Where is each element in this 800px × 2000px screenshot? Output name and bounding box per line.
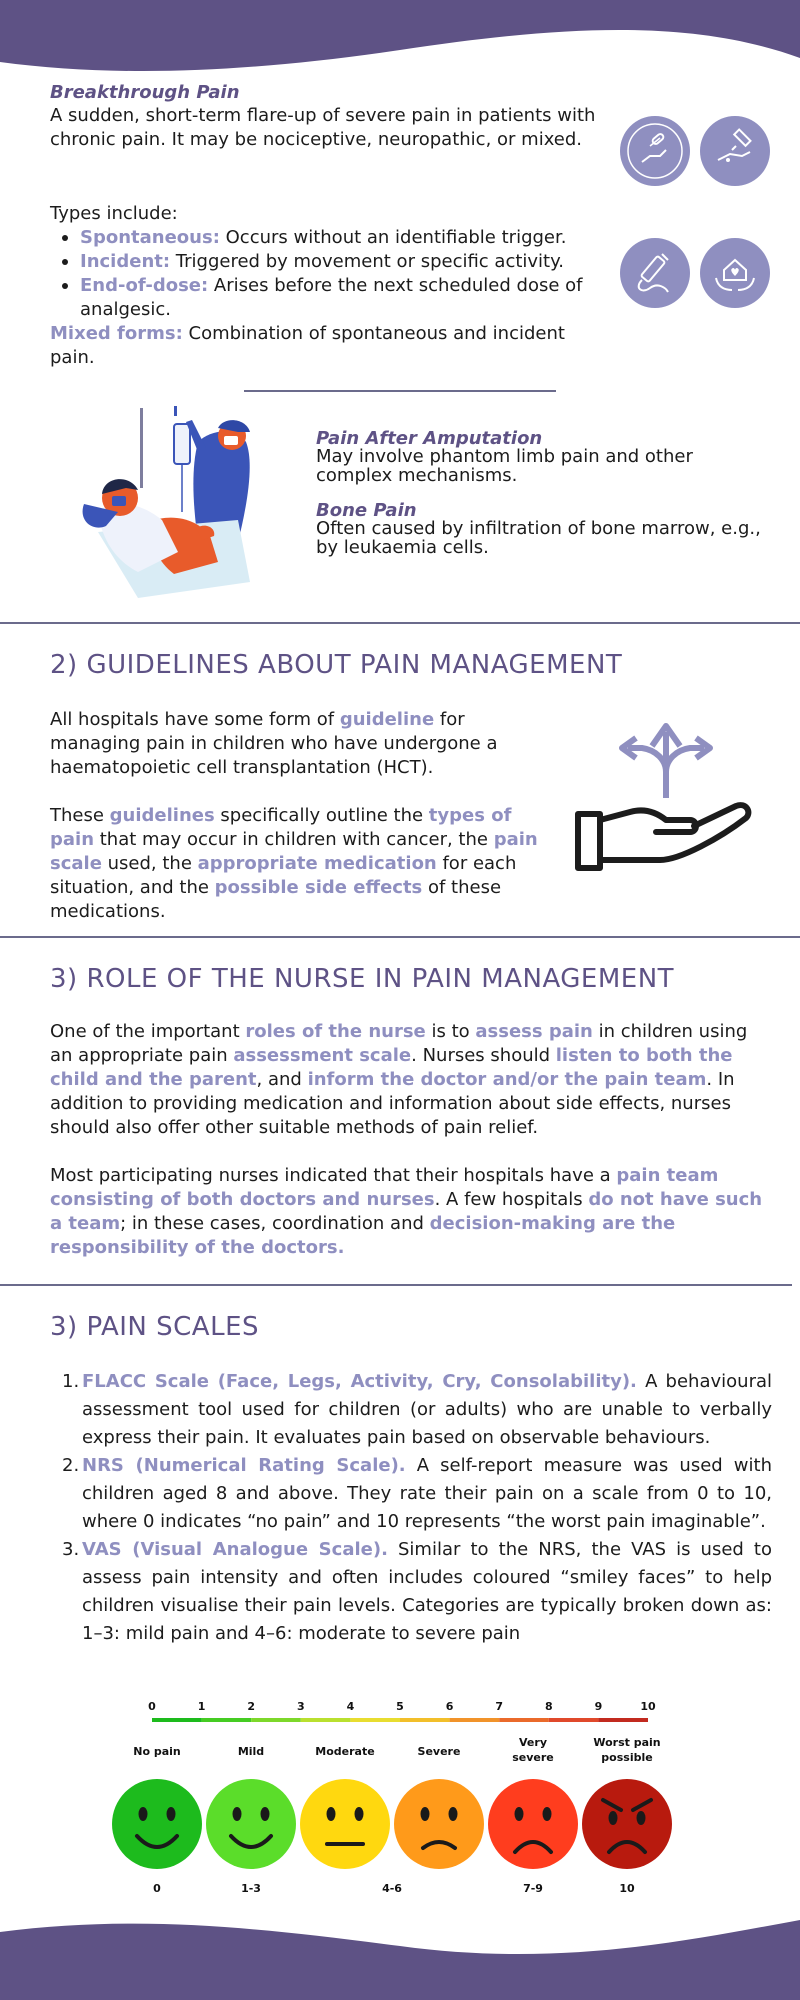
highlighted-text: inform the doctor and/or the pain team: [307, 1069, 707, 1090]
amputation-description: May involve phantom limb pain and other complex mechanisms.: [316, 446, 693, 486]
mixed-text: Combination of spontaneous and incident pain.: [50, 323, 565, 368]
face-eye: [327, 1807, 336, 1821]
guidelines-paragraph-1: [50, 708, 550, 780]
top-wave-banner: [0, 0, 800, 90]
pain-face: [582, 1779, 672, 1869]
list-item: [80, 250, 610, 274]
list-item: [80, 226, 610, 250]
body-text: is to: [425, 1021, 476, 1042]
bottom-wave-banner: [0, 1910, 800, 2000]
face-eye: [609, 1811, 618, 1825]
face-eye: [515, 1807, 524, 1821]
scale-bar-segment: [598, 1718, 648, 1722]
hand-pill-icon: [620, 116, 690, 186]
bone-pain-title: Bone Pain: [316, 500, 417, 521]
face-label: Severe: [417, 1745, 461, 1758]
body-text: ; in these cases, coordination and: [120, 1213, 430, 1234]
highlighted-text: assessment scale: [233, 1045, 412, 1066]
type-text: Occurs without an identifiable trigger.: [219, 227, 567, 248]
pain-face: [112, 1779, 202, 1869]
scale-name: VAS (Visual Analogue Scale).: [82, 1539, 388, 1560]
pain-face: [488, 1779, 578, 1869]
body-text: of these medications.: [50, 877, 502, 922]
pain-face: [300, 1779, 390, 1869]
scale-bar-segment: [499, 1718, 549, 1722]
scale-tick-label: 6: [445, 1700, 454, 1713]
scale-tick-label: 2: [247, 1700, 256, 1713]
face-eye: [139, 1807, 148, 1821]
face-label: Very: [519, 1736, 547, 1749]
face-label: No pain: [133, 1745, 181, 1758]
section-divider: [0, 936, 800, 938]
item-number: 1.: [62, 1371, 80, 1392]
face-label: Worst pain: [593, 1736, 661, 1749]
syringe-icon: [620, 238, 690, 308]
section-divider: [0, 622, 800, 624]
list-item: [50, 1368, 772, 1452]
face-eye: [421, 1807, 430, 1821]
face-score-label: 0: [153, 1882, 161, 1895]
scale-bar-segment: [400, 1718, 450, 1722]
scale-bar-segment: [251, 1718, 301, 1722]
body-text: . In addition to providing medication and information about side effects, nurses should also offer other suitable methods of pain relief.: [50, 1069, 735, 1138]
scale-tick-label: 4: [346, 1700, 355, 1713]
body-text: . Nurses should: [411, 1045, 556, 1066]
body-text: for each situation, and the: [50, 853, 517, 898]
type-label: Incident:: [80, 251, 171, 272]
highlighted-text: appropriate medication: [197, 853, 437, 874]
scale-tick-label: 8: [544, 1700, 553, 1713]
face-score-label: 1-3: [241, 1882, 261, 1895]
scale-tick-label: 0: [148, 1700, 156, 1713]
types-intro: Types include:: [50, 203, 178, 224]
body-text: specifically outline the: [214, 805, 429, 826]
face-eye: [261, 1807, 270, 1821]
scale-tick-label: 1: [197, 1700, 206, 1713]
highlighted-text: assess pain: [475, 1021, 593, 1042]
scale-bar-segment: [450, 1718, 500, 1722]
body-text: All hospitals have some form of: [50, 709, 340, 730]
scale-tick-label: 3: [296, 1700, 305, 1713]
scale-tick-label: 7: [495, 1700, 504, 1713]
face-eye: [637, 1811, 646, 1825]
scale-tick-label: 5: [396, 1700, 404, 1713]
list-item: [50, 1452, 772, 1536]
scale-bar-segment: [202, 1718, 252, 1722]
face-eye: [543, 1807, 552, 1821]
body-text: , and: [256, 1069, 308, 1090]
face-score-label: 7-9: [523, 1882, 543, 1895]
pain-scales-heading: 3) PAIN SCALES: [50, 1312, 259, 1342]
face-score-label: 4-6: [382, 1882, 402, 1895]
breakthrough-description: A sudden, short-term flare-up of severe pain in patients with chronic pain. It may be nociceptive, neuropathic, or mixed.: [50, 105, 596, 150]
face-label: Mild: [237, 1745, 265, 1758]
hand-with-arrows-icon: [570, 708, 760, 878]
highlighted-text: types of pain: [50, 805, 512, 850]
guidelines-heading: 2) GUIDELINES ABOUT PAIN MANAGEMENT: [50, 650, 623, 680]
highlighted-text: guidelines: [109, 805, 215, 826]
highlighted-text: pain scale: [50, 829, 538, 874]
pain-face-scale: [100, 1692, 700, 1907]
pain-scales-list: [50, 1368, 772, 1648]
face-eye: [449, 1807, 458, 1821]
pain-face: [394, 1779, 484, 1869]
type-text: Triggered by movement or specific activity.: [170, 251, 564, 272]
list-item: [80, 274, 610, 322]
body-text: . A few hospitals: [434, 1189, 589, 1210]
guidelines-paragraph-2: [50, 804, 550, 924]
face-label: Moderate: [315, 1745, 375, 1758]
scale-description: Similar to the NRS, the VAS is used to assess pain intensity and often includes coloured “smiley faces” to help children visualise their pain levels. Categories are typically broken down as: 1–3: mild pain and 4–6: moderate to severe pain: [82, 1539, 772, 1644]
heart-house-hands-icon: [700, 238, 770, 308]
amputation-title: Pain After Amputation: [316, 428, 543, 449]
nurse-role-heading: 3) ROLE OF THE NURSE IN PAIN MANAGEMENT: [50, 964, 675, 994]
scale-bar-segment: [301, 1718, 351, 1722]
types-list: [80, 226, 610, 322]
nurse-patient-illustration: [78, 402, 288, 602]
nurse-role-paragraph-2: [50, 1164, 772, 1260]
item-number: 3.: [62, 1539, 80, 1560]
scale-tick-label: 9: [594, 1700, 603, 1713]
body-text: for managing pain in children who have undergone a haematopoietic cell transplantation (HCT).: [50, 709, 498, 778]
highlighted-text: do not have such a team: [50, 1189, 763, 1234]
list-item: [50, 1536, 772, 1648]
highlighted-text: pain team consisting of both doctors and nurses: [50, 1165, 719, 1210]
bone-pain-description: Often caused by infiltration of bone marrow, e.g., by leukaemia cells.: [316, 518, 761, 558]
nurse-role-paragraph-1: [50, 1020, 772, 1140]
scale-bar-segment: [152, 1718, 202, 1722]
section-divider: [244, 390, 556, 392]
scale-description: A behavioural assessment tool used for children (or adults) who are unable to verbally express their pain. It evaluates pain based on observable behaviours.: [82, 1371, 772, 1448]
scale-name: FLACC Scale (Face, Legs, Activity, Cry, Consolability).: [82, 1371, 637, 1392]
scale-name: NRS (Numerical Rating Scale).: [82, 1455, 406, 1476]
scale-bar-segment: [350, 1718, 400, 1722]
face-eye: [233, 1807, 242, 1821]
body-text: used, the: [101, 853, 198, 874]
face-eye: [167, 1807, 176, 1821]
scale-description: A self-report measure was used with children aged 8 and above. They rate their pain on a scale from 0 to 10, where 0 indicates “no pain” and 10 represents “the worst pain imaginable”.: [82, 1455, 772, 1532]
face-score-label: 10: [619, 1882, 635, 1895]
body-text: that may occur in children with cancer, the: [94, 829, 494, 850]
highlighted-text: possible side effects: [214, 877, 423, 898]
scale-tick-label: 10: [640, 1700, 656, 1713]
breakthrough-title: Breakthrough Pain: [50, 82, 240, 103]
face-eye: [355, 1807, 364, 1821]
section-divider: [0, 1284, 792, 1286]
body-text: in children using an appropriate pain: [50, 1021, 748, 1066]
body-text: These: [50, 805, 110, 826]
type-label: End-of-dose:: [80, 275, 209, 296]
hand-injection-icon: [700, 116, 770, 186]
highlighted-text: decision-making are the responsibility of the doctors.: [50, 1213, 676, 1258]
face-label: severe: [512, 1751, 554, 1764]
type-text: Arises before the next scheduled dose of analgesic.: [80, 275, 583, 320]
mixed-forms: [50, 322, 610, 370]
body-text: One of the important: [50, 1021, 246, 1042]
mixed-label: Mixed forms:: [50, 323, 183, 344]
item-number: 2.: [62, 1455, 80, 1476]
face-label: possible: [601, 1751, 653, 1764]
highlighted-text: roles of the nurse: [245, 1021, 426, 1042]
highlighted-text: guideline: [339, 709, 435, 730]
pain-face: [206, 1779, 296, 1869]
type-label: Spontaneous:: [80, 227, 220, 248]
body-text: Most participating nurses indicated that their hospitals have a: [50, 1165, 617, 1186]
highlighted-text: listen to both the child and the parent: [50, 1045, 733, 1090]
scale-bar-segment: [549, 1718, 599, 1722]
